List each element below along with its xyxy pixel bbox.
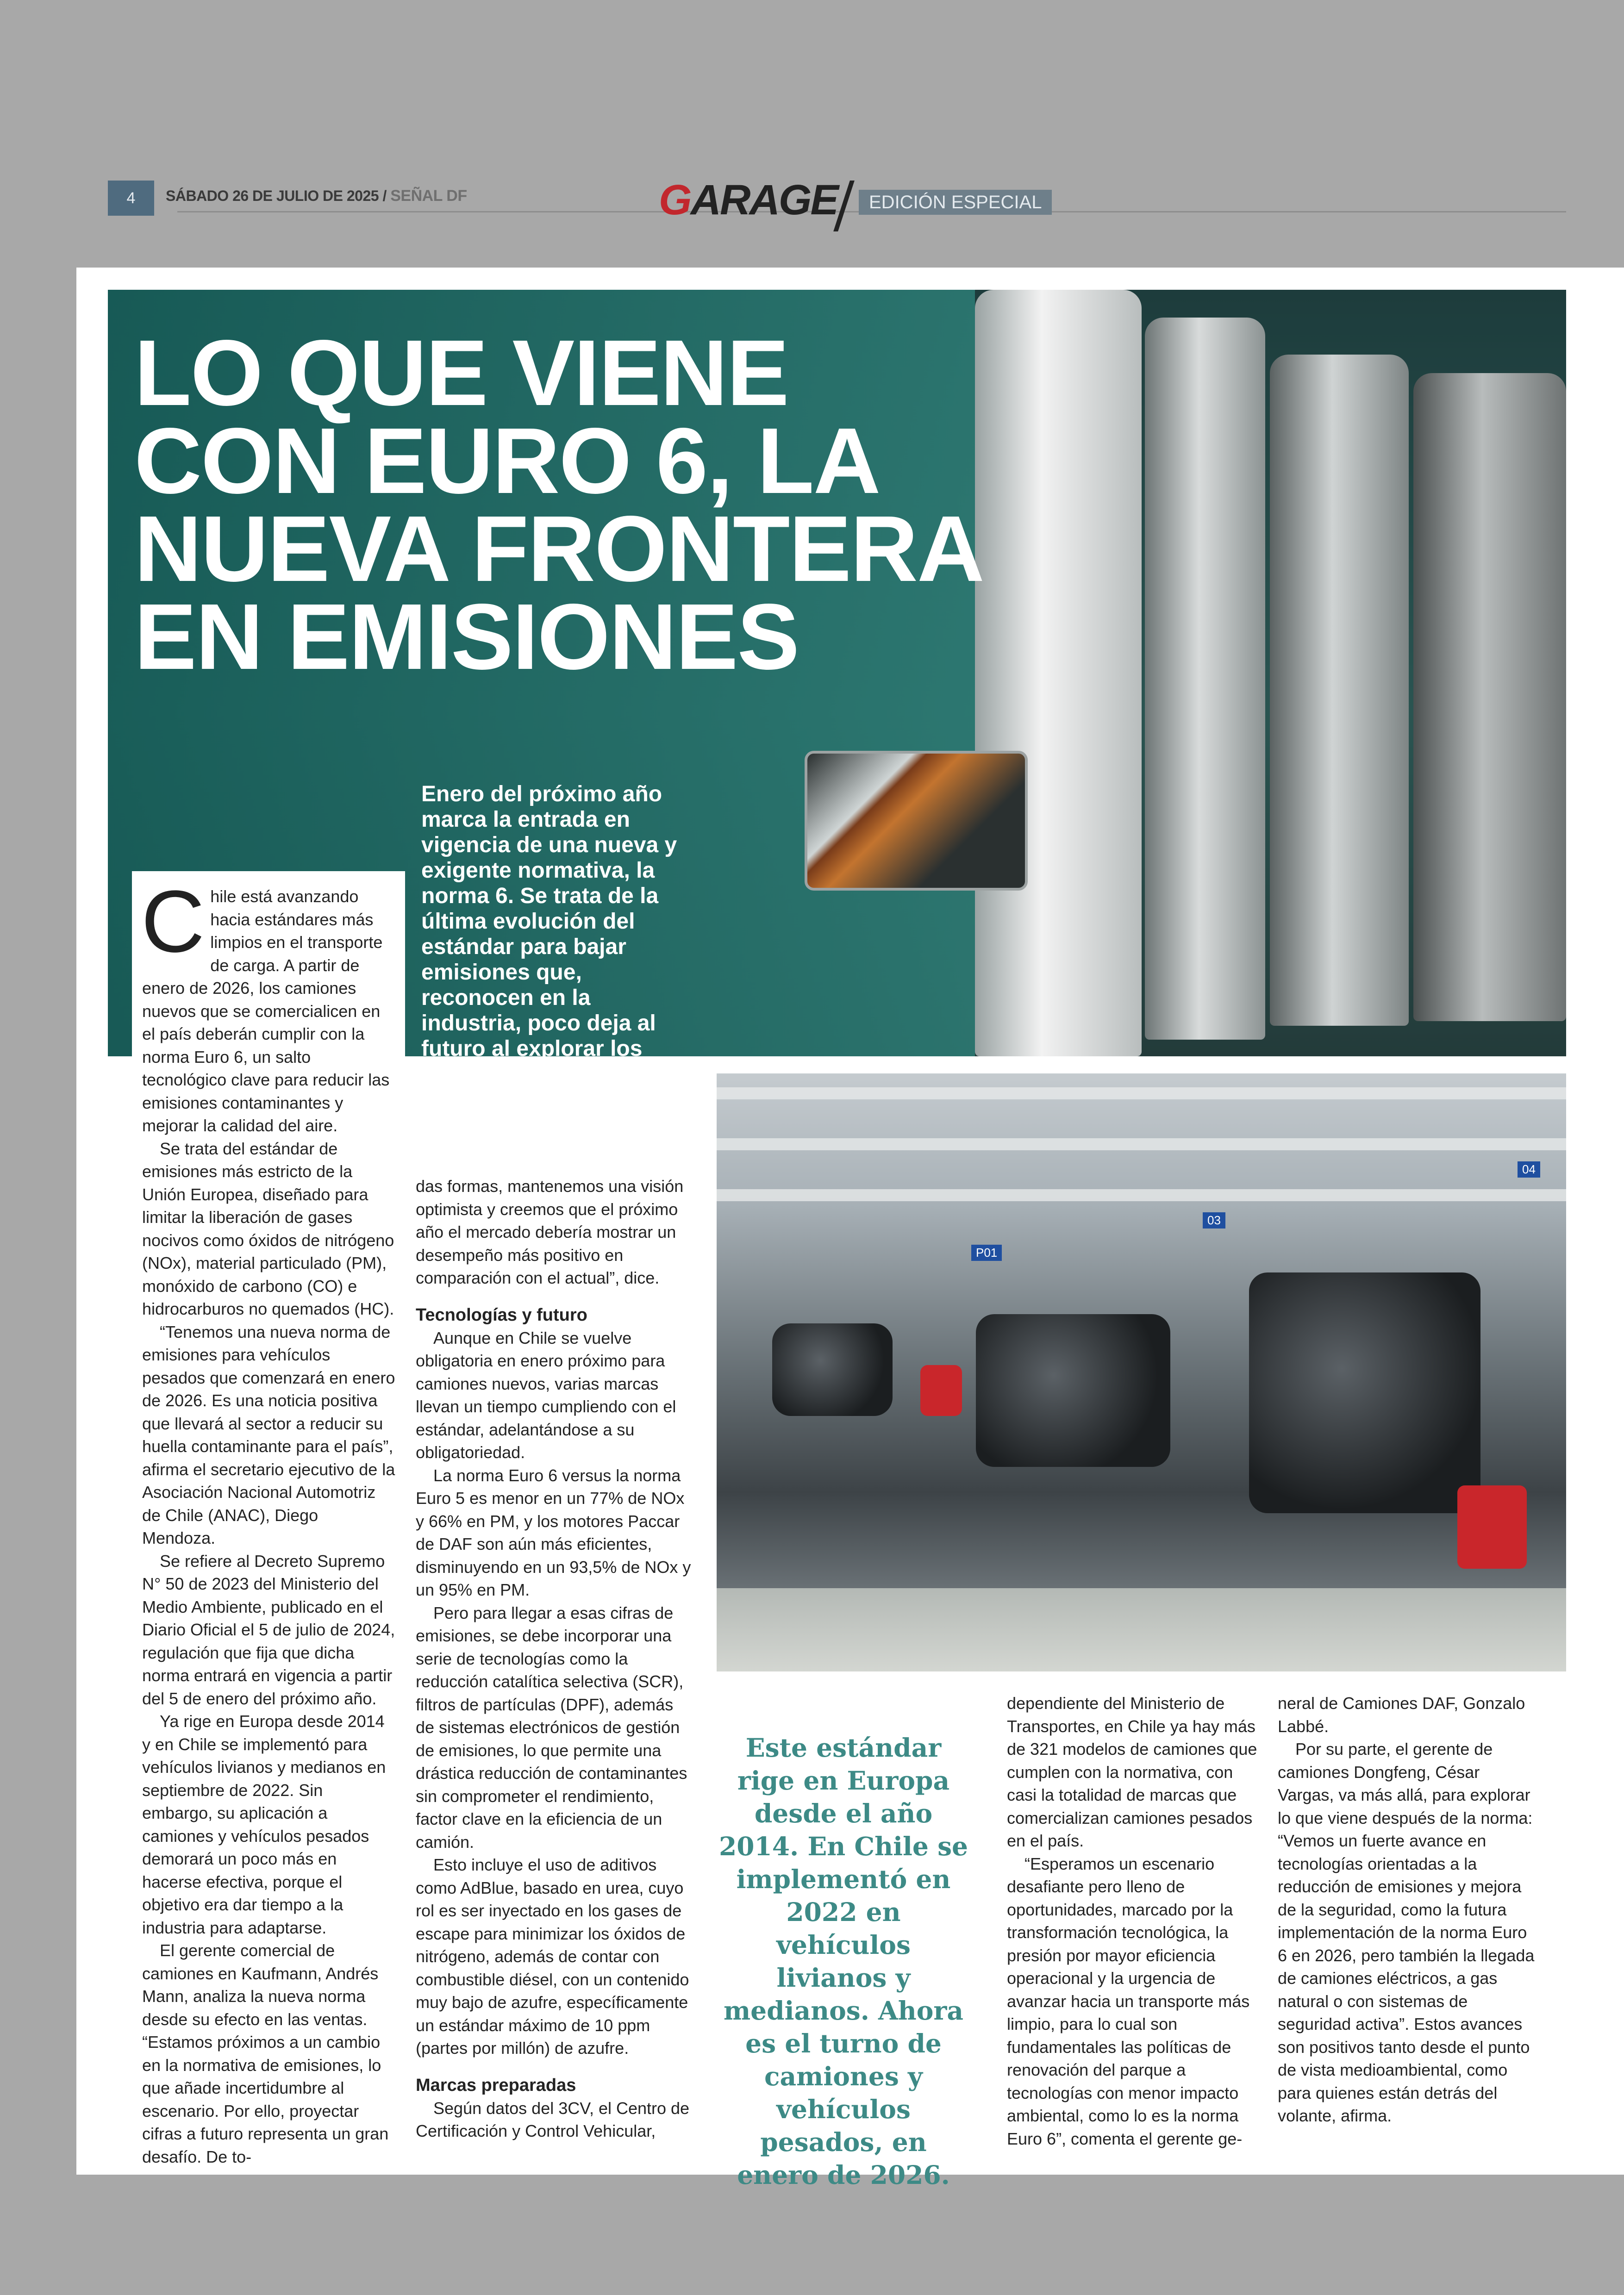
engine-block	[976, 1314, 1170, 1467]
truck-headlamp	[805, 751, 1028, 891]
truck-shape	[1145, 318, 1265, 1040]
paragraph: Chile está avanzando hacia estándares más limpios en el transporte de carga. A partir de enero de 2026, los camiones nuevos que se comercialicen en el país deberán cumplir con la norma Euro 6, un salto tecnológico clave para reducir las emisiones contaminantes y mejorar la calidad del aire.	[141, 873, 390, 1135]
paragraph: Según datos del 3CV, el Centro de Certificación y Control Vehicular,	[416, 2098, 690, 2140]
drop-cap: C	[141, 873, 205, 971]
truck-shape	[1413, 373, 1566, 1021]
page-number: 4	[108, 181, 154, 216]
paragraph: neral de Camiones DAF, Gonzalo Labbé.	[1278, 1694, 1525, 1736]
subheading-brands: Marcas preparadas	[416, 2075, 576, 2095]
paragraph: Pero para llegar a esas cifras de emisiones, se debe incorporar una serie de tecnologías como la reducción catalítica selectiva (SCR), filtros de partículas (DPF), además de sistemas electrónicos de gestión de emisiones, lo que permite una drástica reducción de contaminantes sin comprometer el rendimiento, factor clave en la eficiencia de un camión.	[416, 1603, 687, 1852]
ceiling-beam	[717, 1138, 1566, 1150]
paragraph: “Tenemos una nueva norma de emisiones para vehículos pesados que comenzará en enero de 2026. Es una noticia positiva que llevará al sector a reducir su huella contaminante para el país”, afirma el secretario ejecutivo de la Asociación Nacional Automotriz de Chile (ANAC), Diego Mendoza.	[142, 1322, 395, 1547]
paragraph: Por su parte, el gerente de camiones Dongfeng, César Vargas, va más allá, para explorar lo que viene después de la norma: “Vemos un fuerte avance en tecnologías orientadas a la reducción de emisiones y mejora de la seguridad, como la futura implementación de la norma Euro 6 en 2026, pero también la llegada de camiones eléctricos, a gas natural o con sistemas de seguridad activa”. Estos avances son positivos tanto desde el punto de vista medioambiental, como para quienes están detrás del volante, afirma.	[1278, 1740, 1535, 2125]
column-1	[141, 873, 396, 2168]
pull-quote: Este estándar rige en Europa desde el año 2014. En Chile se implementó en 2022 en vehículos livianos y medianos. Ahora es el turno de camiones y vehículos pesados, en enero de 2026.	[718, 1733, 968, 2190]
paragraph: das formas, mantenemos una visión optimista y creemos que el próximo año el mercado debería mostrar un desempeño más positivo en comparación con el actual”, dice.	[416, 1177, 684, 1287]
factory-floor	[717, 1588, 1566, 1671]
brake-caliper	[920, 1365, 962, 1416]
paragraph: Esto incluye el uso de aditivos como AdBlue, basado en urea, cuyo rol es ser inyectado en los gases de escape para minimizar los óxidos de nitrógeno, además de contar con combustible diésel, con un contenido muy bajo de azufre, específicamente un estándar máximo de 10 ppm (partes por millón) de azufre.	[416, 1855, 689, 2058]
station-sign: 03	[1203, 1212, 1225, 1229]
paragraph: Se trata del estándar de emisiones más estricto de la Unión Europea, diseñado para limitar la liberación de gases nocivos como óxidos de nitrógeno (NOx), material particulado (PM), monóxido de carbono (CO) e hidrocarburos no quemados (HC).	[142, 1139, 394, 1318]
engine-block	[772, 1323, 893, 1416]
ceiling-beam	[717, 1189, 1566, 1201]
factory-assembly-photo	[717, 1073, 1566, 1671]
page-header	[108, 176, 1566, 224]
ceiling-beam	[717, 1087, 1566, 1099]
issue-date: SÁBADO 26 DE JULIO DE 2025 /	[166, 187, 387, 204]
paragraph: Ya rige en Europa desde 2014 y en Chile se implementó para vehículos livianos y medianos en septiembre de 2022. Sin embargo, su aplicación a camiones y vehículos pesados demorará un poco más en hacerse efectiva, porque el objetivo era dar tiempo a la industria para adaptarse.	[142, 1712, 386, 1937]
article-title: LO QUE VIENE CON EURO 6, LA NUEVA FRONTERA EN EMISIONES	[134, 320, 981, 689]
station-sign: 04	[1518, 1161, 1540, 1178]
byline: POR RODRIGO CASTILLO C.	[421, 1135, 599, 1149]
paragraph: Aunque en Chile se vuelve obligatoria en enero próximo para camiones nuevos, varias marcas llevan un tiempo cumpliendo con el estándar, adelantándose a su obligatoriedad.	[416, 1328, 676, 1462]
header-date	[166, 187, 467, 205]
engine-block	[1249, 1272, 1480, 1513]
brake-caliper	[1457, 1485, 1527, 1569]
column-4	[1278, 1692, 1537, 2127]
station-sign: P01	[971, 1245, 1002, 1261]
truck-shape	[975, 290, 1142, 1056]
column-2	[416, 1175, 693, 2143]
column-3	[1007, 1692, 1261, 2150]
paragraph: La norma Euro 6 versus la norma Euro 5 es menor en un 77% de NOx y 66% en PM, y los motores Paccar de DAF son aún más eficientes, disminuyendo en un 93,5% de NOx y un 95% en PM.	[416, 1466, 691, 1599]
section-tag: EDICIÓN ESPECIAL	[859, 190, 1052, 215]
subheading-technologies: Tecnologías y futuro	[416, 1305, 587, 1325]
publication-name: SEÑAL DF	[390, 187, 467, 205]
paragraph: Se refiere al Decreto Supremo N° 50 de 2023 del Ministerio del Medio Ambiente, publicado en el Diario Oficial el 5 de julio de 2024, regulación que fija que dicha norma entrará en vigencia a partir del 5 de enero del próximo año.	[142, 1551, 395, 1708]
paragraph: dependiente del Ministerio de Transportes, en Chile ya hay más de 321 modelos de camiones que cumplen con la normativa, con casi la totalidad de marcas que comercializan camiones pesados en el país.	[1007, 1694, 1257, 1850]
article-lead: Enero del próximo año marca la entrada en vigencia de una nueva y exigente normativa, la norma 6. Se trata de la última evolución del estándar para bajar emisiones que, reconocen en la industria, poco deja al futuro al explorar los límites de los motores diésel que ocupan los camiones.	[421, 782, 677, 1137]
truck-shape	[1270, 355, 1409, 1026]
paragraph: El gerente comercial de camiones en Kaufmann, Andrés Mann, analiza la nueva norma desde su efecto en las ventas. “Estamos próximos a un cambio en la normativa de emisiones, lo que añade incertidumbre al escenario. Por ello, proyectar cifras a futuro representa un gran desafío. De to-	[142, 1941, 389, 2166]
garage-logo: GARAGE	[659, 176, 837, 224]
paragraph: “Esperamos un escenario desafiante pero lleno de oportunidades, marcado por la transformación tecnológica, la presión por mayor eficiencia operacional y la urgencia de avanzar hacia un transporte más limpio, para lo cual son fundamentales las políticas de renovación del parque a tecnologías con menor impacto ambiental, como lo es la norma Euro 6”, comenta el gerente ge-	[1007, 1854, 1250, 2148]
